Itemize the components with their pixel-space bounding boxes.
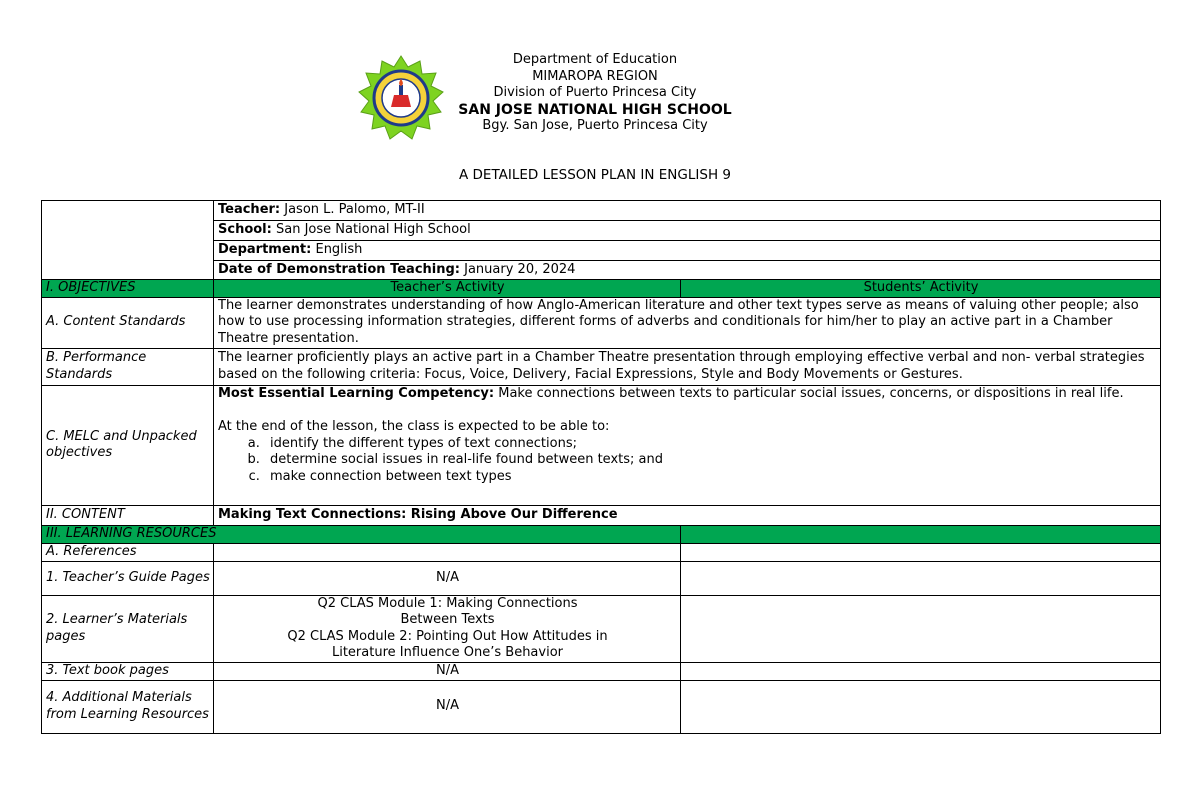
content-standards-text: The learner demonstrates understanding of how Anglo-American literature and other text types serve as means of valuing other people; also how to use processing information strategies, different forms of adverbs and conditionals for him/her to play an active part in a Chamber Theatre presentation.: [214, 297, 1161, 348]
learners-materials-value: [214, 595, 681, 662]
department-line: Department of Education: [512, 52, 678, 67]
learning-resources-heading: III. LEARNING RESOURCES: [42, 525, 681, 543]
learners-materials-line: Between Texts: [400, 612, 495, 627]
teacher-activity-heading: Teacher’s Activity: [214, 280, 681, 298]
teachers-guide-students-cell: [681, 561, 1161, 595]
lesson-plan-table: [41, 200, 1161, 734]
page-title: A DETAILED LESSON PLAN IN ENGLISH 9: [459, 167, 731, 183]
melc-cell: [214, 385, 1161, 505]
teacher-row: Teacher: Jason L. Palomo, MT-II: [214, 201, 1161, 221]
textbook-pages-label: 3. Text book pages: [42, 662, 214, 680]
learners-materials-line: Q2 CLAS Module 1: Making Connections: [317, 595, 578, 611]
division-line: Division of Puerto Princesa City: [493, 85, 697, 101]
objectives-heading: I. OBJECTIVES: [42, 280, 214, 298]
learners-materials-line: Literature Influence One’s Behavior: [331, 645, 564, 660]
list-item: c. make connection between text types: [264, 469, 1157, 486]
document-header: [0, 52, 1190, 135]
learners-materials-students-cell: [681, 595, 1161, 662]
region-line: MIMAROPA REGION: [532, 68, 658, 84]
references-teacher-cell: [214, 543, 681, 561]
list-item: a. identify the different types of text connections;: [264, 436, 1157, 453]
references-label: A. References: [42, 543, 214, 561]
learning-resources-heading-blank: [681, 525, 1161, 543]
students-activity-heading: Students’ Activity: [681, 280, 1161, 298]
melc-label: C. MELC and Unpacked objectives: [42, 385, 214, 505]
content-label: II. CONTENT: [42, 505, 214, 525]
melc-competency: Most Essential Learning Competency: Make connections between texts to particular social issues, concerns, or dispositions in real life.: [218, 385, 1124, 401]
teachers-guide-value: N/A: [214, 561, 681, 595]
info-blank-cell: [42, 201, 214, 280]
performance-standards-label: B. Performance Standards: [42, 348, 214, 385]
objectives-list: [218, 436, 1157, 486]
teachers-guide-label: 1. Teacher’s Guide Pages: [42, 561, 214, 595]
school-row: School: San Jose National High School: [214, 221, 1161, 241]
list-item: b. determine social issues in real-life found between texts; and: [264, 452, 1157, 469]
department-row: Department: English: [214, 241, 1161, 261]
textbook-pages-students-cell: [681, 662, 1161, 680]
references-students-cell: [681, 543, 1161, 561]
textbook-pages-value: N/A: [214, 662, 681, 680]
learners-materials-label: 2. Learner’s Materials pages: [42, 595, 214, 662]
content-value: Making Text Connections: Rising Above Our Difference: [214, 505, 1161, 525]
additional-materials-value: N/A: [214, 680, 681, 733]
performance-standards-text: The learner proficiently plays an active part in a Chamber Theatre presentation through employing effective verbal and non- verbal strategies based on the following criteria: Focus, Voice, Delivery, Facial Expressions, Style and Body Movements or Gestures.: [214, 348, 1161, 385]
objectives-intro: At the end of the lesson, the class is expected to be able to:: [218, 419, 610, 434]
additional-materials-students-cell: [681, 680, 1161, 733]
date-row: Date of Demonstration Teaching: January 20, 2024: [214, 261, 1161, 280]
school-name: SAN JOSE NATIONAL HIGH SCHOOL: [458, 101, 732, 118]
learners-materials-line: Q2 CLAS Module 2: Pointing Out How Attitudes in: [287, 628, 608, 644]
additional-materials-label: 4. Additional Materials from Learning Resources: [42, 680, 214, 733]
content-standards-label: A. Content Standards: [42, 297, 214, 348]
school-address: Bgy. San Jose, Puerto Princesa City: [482, 118, 708, 134]
